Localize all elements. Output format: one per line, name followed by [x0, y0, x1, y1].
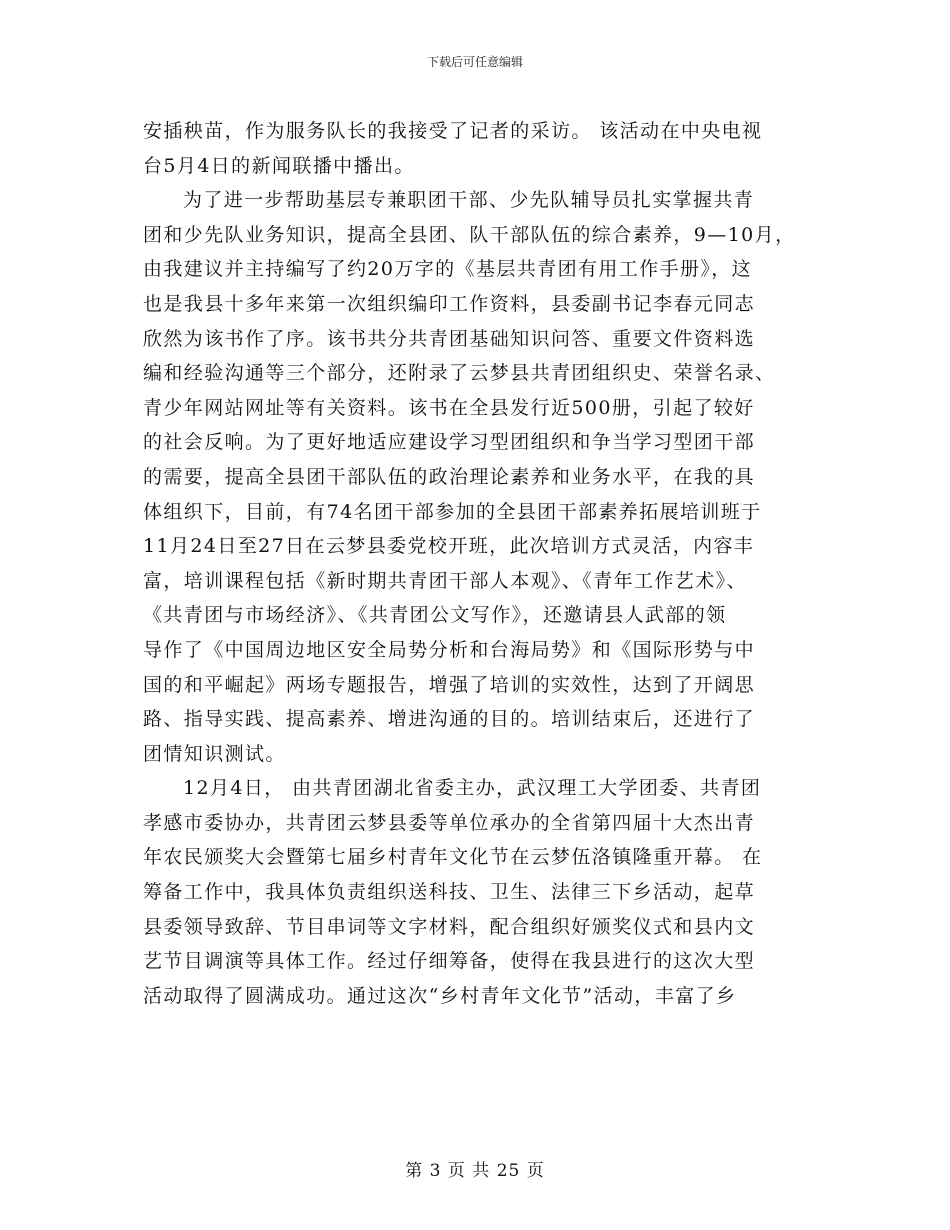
page-header: 下载后可任意编辑 — [426, 55, 523, 69]
body-line: 国的和平崛起》两场专题报告，增强了培训的实效性，达到了开阔思 — [143, 673, 756, 696]
body-line: 欣然为该书作了序。该书共分共青团基础知识问答、重要文件资料选 — [143, 327, 756, 350]
body-line: 县委领导致辞、节目串词等文字材料，配合组织好颁奖仪式和县内文 — [143, 915, 756, 938]
body-line: 台5月4日的新闻联播中播出。 — [143, 154, 415, 177]
body-line: 团情知识测试。 — [143, 742, 286, 765]
body-line: 年农民颁奖大会暨第七届乡村青年文化节在云梦伍洛镇隆重开幕。 在 — [143, 846, 763, 869]
body-line: 也是我县十多年来第一次组织编印工作资料，县委副书记李春元同志 — [143, 292, 756, 315]
body-line: 孝感市委协办，共青团云梦县委等单位承办的全省第四届十大杰出青 — [143, 811, 756, 834]
paragraph-start-line: 为了进一步帮助基层专兼职团干部、少先队辅导员扎实掌握共青 — [183, 189, 755, 212]
body-line: 艺节目调演等具体工作。经过仔细筹备，使得在我县进行的这次大型 — [143, 950, 756, 973]
paragraph-start-line: 12月4日， 由共青团湖北省委主办，武汉理工大学团委、共青团 — [183, 777, 762, 800]
body-line: 《共青团与市场经济》、《共青团公文写作》，还邀请县人武部的领 — [143, 604, 727, 627]
page-number-footer: 第 3 页 共 25 页 — [405, 1161, 545, 1181]
body-line: 的需要，提高全县团干部队伍的政治理论素养和业务水平，在我的具 — [143, 465, 756, 488]
body-line: 安插秧苗，作为服务队长的我接受了记者的采访。 该活动在中央电视 — [143, 120, 763, 142]
body-line: 筹备工作中，我具体负责组织送科技、卫生、法律三下乡活动，起草 — [143, 881, 756, 904]
body-line: 青少年网站网址等有关资料。该书在全县发行近500册，引起了较好 — [143, 396, 755, 419]
body-line: 的社会反响。为了更好地适应建设学习型团组织和争当学习型团干部 — [143, 431, 756, 454]
body-line: 团和少先队业务知识，提高全县团、队干部队伍的综合素养，9—10月， — [143, 223, 796, 246]
body-line: 编和经验沟通等三个部分，还附录了云梦县共青团组织史、荣誉名录、 — [143, 362, 776, 385]
body-line: 路、指导实践、提高素养、增进沟通的目的。培训结束后，还进行了 — [143, 708, 756, 731]
document-body — [143, 114, 815, 1013]
body-line: 由我建议并主持编写了约20万字的《基层共青团有用工作手册》，这 — [143, 258, 753, 281]
body-line: 富，培训课程包括《新时期共青团干部人本观》、《青年工作艺术》、 — [143, 569, 747, 592]
body-line: 11月24日至27日在云梦县委党校开班，此次培训方式灵活，内容丰 — [143, 535, 755, 558]
body-line: 导作了《中国周边地区安全局势分析和台海局势》和《国际形势与中 — [143, 638, 756, 661]
body-line: 活动取得了圆满成功。通过这次“乡村青年文化节”活动，丰富了乡 — [143, 984, 737, 1007]
body-line: 体组织下，目前，有74名团干部参加的全县团干部素养拓展培训班于 — [143, 500, 762, 523]
